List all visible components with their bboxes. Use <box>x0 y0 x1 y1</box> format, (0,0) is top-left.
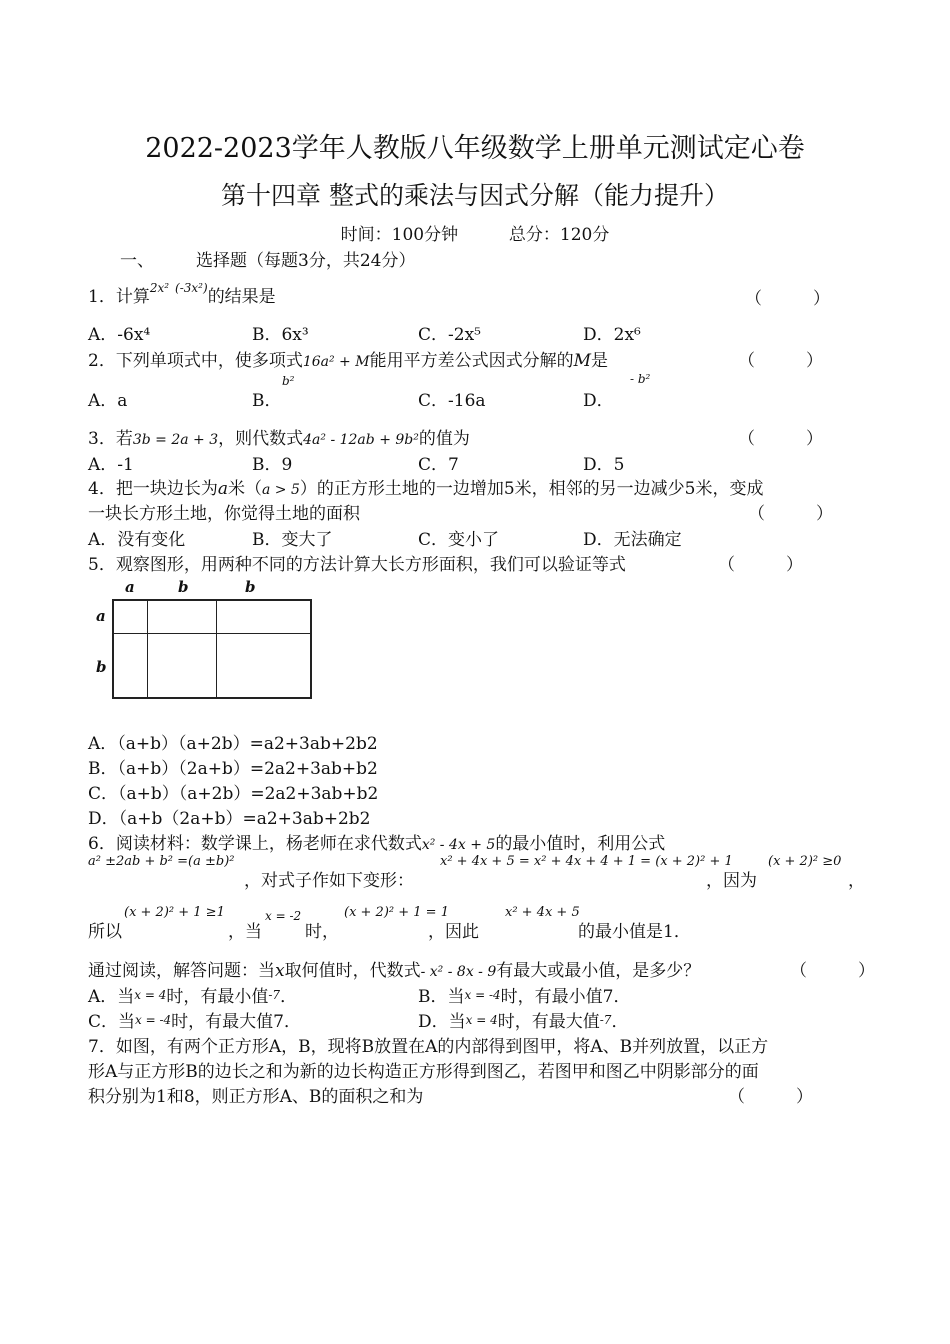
q2-option-d: D． <box>583 391 614 411</box>
q1-expr-b: (-3x²) <box>175 281 208 295</box>
q6-line3-therefore: ，因此 <box>428 922 479 942</box>
exam-meta <box>0 220 950 245</box>
q1-option-d: D．2x⁶ <box>583 325 641 345</box>
q6-because: ，因为 <box>706 871 757 891</box>
question-4-line-1: 4．把一块边长为a米（a > 5）的正方形土地的一边增加5米，相邻的另一边减少5米，变成 <box>88 479 764 499</box>
q6-line3-result: 的最小值是1． <box>578 922 691 942</box>
question-2: 2．下列单项式中，使多项式16a² + M能用平方差公式因式分解的M是 <box>88 351 608 371</box>
q3-expr2: 4a² - 12ab + 9b² <box>303 432 419 448</box>
answer-blank-5[interactable]: （ ） <box>718 555 803 575</box>
q4-condition: a > 5 <box>261 482 300 498</box>
q3-option-c: C．7 <box>418 455 459 475</box>
section-heading: 一、 选择题（每题3分，共24分） <box>120 251 416 271</box>
q6-line3-expr4: x² + 4x + 5 <box>505 905 580 920</box>
question-3: 3．若3b = 2a + 3，则代数式4a² - 12ab + 9b²的值为 <box>88 429 470 449</box>
q5-option-a: A．（a+b）（a+2b）=a2+3ab+2b2 <box>88 734 378 754</box>
figure-divider-v1 <box>147 601 148 697</box>
figure-label-top-b2: b <box>245 578 256 596</box>
q6-line3-expr3: (x + 2)² + 1 = 1 <box>344 905 449 920</box>
question-4-line-2: 一块长方形土地，你觉得土地的面积 <box>88 504 360 524</box>
q6-option-c: C．当x = -4时，有最大值7． <box>88 1012 301 1032</box>
question-7-line-1: 7．如图，有两个正方形A，B，现将B放置在A的内部得到图甲，将A、B并列放置，以正方 <box>88 1037 769 1057</box>
q3-expr1: 3b = 2a + 3 <box>132 432 219 448</box>
q6-transform: x² + 4x + 5 = x² + 4x + 4 + 1 = (x + 2)² + 1 <box>440 854 733 869</box>
question-6-line-1: 6．阅读材料：数学课上，杨老师在求代数式x² - 4x + 5的最小值时，利用公式 <box>88 834 666 854</box>
question-1: 1．计算$^{2x^2}$ $^{(-3x^2)}$的结果是 <box>88 281 276 307</box>
q6-line3-expr1: (x + 2)² + 1 ≥1 <box>124 905 225 920</box>
figure-label-side-a: a <box>96 607 106 625</box>
q2-option-a: A．a <box>88 391 128 411</box>
q3-option-b: B．9 <box>252 455 293 475</box>
score-label: 总分：120分 <box>508 225 610 245</box>
q6-formula: a² ±2ab + b² =(a ±b)² <box>88 854 235 869</box>
rectangle-figure <box>112 599 312 699</box>
q6-question-expr: - x² - 8x - 9 <box>420 964 497 980</box>
answer-blank-7[interactable]: （ ） <box>728 1087 813 1107</box>
q5-option-c: C．（a+b）（a+2b）=2a2+3ab+b2 <box>88 784 379 804</box>
question-7-line-2: 形A与正方形B的边长之和为新的边长构造正方形得到图乙，若图甲和图乙中阴影部分的面 <box>88 1062 759 1082</box>
q6-expr: x² - 4x + 5 <box>421 837 496 853</box>
q3-option-a: A．-1 <box>88 455 134 475</box>
q2-option-c: C．-16a <box>418 391 486 411</box>
q4-option-c: C．变小了 <box>418 530 500 550</box>
question-7-line-3: 积分别为1和8，则正方形A、B的面积之和为 <box>88 1087 424 1107</box>
q1-option-c: C．-2x⁵ <box>418 325 481 345</box>
answer-blank-6[interactable]: （ ） <box>790 961 875 981</box>
figure-divider-h <box>114 633 310 634</box>
figure-label-top-b1: b <box>178 578 189 596</box>
figure-label-side-b: b <box>96 658 107 676</box>
q6-option-d: D．当x = 4时，有最大值-7． <box>418 1012 629 1032</box>
q1-expr-a: 2x² <box>149 281 170 295</box>
q2-option-b-expr: b² <box>282 374 295 388</box>
q2-option-b: B． <box>252 391 282 411</box>
q6-comma: ， <box>848 871 865 891</box>
q6-line3-when: ，当 <box>228 922 262 942</box>
question-5: 5．观察图形，用两种不同的方法计算大长方形面积，我们可以验证等式 <box>88 555 626 575</box>
q4-option-a: A．没有变化 <box>88 530 186 550</box>
q2-expr: 16a² + M <box>302 354 370 370</box>
time-label: 时间：100分钟 <box>340 225 459 245</box>
figure-label-top-a: a <box>125 578 135 596</box>
answer-blank-1[interactable]: （ ） <box>745 289 830 309</box>
answer-blank-3[interactable]: （ ） <box>738 429 823 449</box>
answer-blank-2[interactable]: （ ） <box>738 351 823 371</box>
q6-inequality: (x + 2)² ≥0 <box>768 854 842 869</box>
q6-line2-text: ，对式子作如下变形： <box>244 871 414 891</box>
q5-option-d: D．（a+b（2a+b）=a2+3ab+2b2 <box>88 809 371 829</box>
q6-line3-so: 所以 <box>88 922 122 942</box>
q5-option-b: B．（a+b）（2a+b）=2a2+3ab+b2 <box>88 759 378 779</box>
q6-question: 通过阅读，解答问题：当x取何值时，代数式- x² - 8x - 9有最大或最小值，是多少？ <box>88 961 701 981</box>
q4-option-b: B．变大了 <box>252 530 333 550</box>
q3-option-d: D．5 <box>583 455 625 475</box>
q6-option-a: A．当x = 4时，有最小值-7． <box>88 987 298 1007</box>
q6-option-b: B．当x = -4时，有最小值7． <box>418 987 631 1007</box>
q2-option-d-expr: - b² <box>630 372 651 386</box>
figure-divider-v2 <box>216 601 217 697</box>
answer-blank-4[interactable]: （ ） <box>748 504 833 524</box>
q6-line3-time: 时， <box>305 922 339 942</box>
exam-title: 2022-2023学年人教版八年级数学上册单元测试定心卷 <box>145 133 805 164</box>
q1-option-a: A．-6x⁴ <box>88 325 151 345</box>
q1-option-b: B．6x³ <box>252 325 309 345</box>
q4-option-d: D．无法确定 <box>583 530 682 550</box>
q6-line3-expr2: x = -2 <box>265 909 302 923</box>
chapter-subtitle: 第十四章 整式的乘法与因式分解（能力提升） <box>221 181 729 210</box>
